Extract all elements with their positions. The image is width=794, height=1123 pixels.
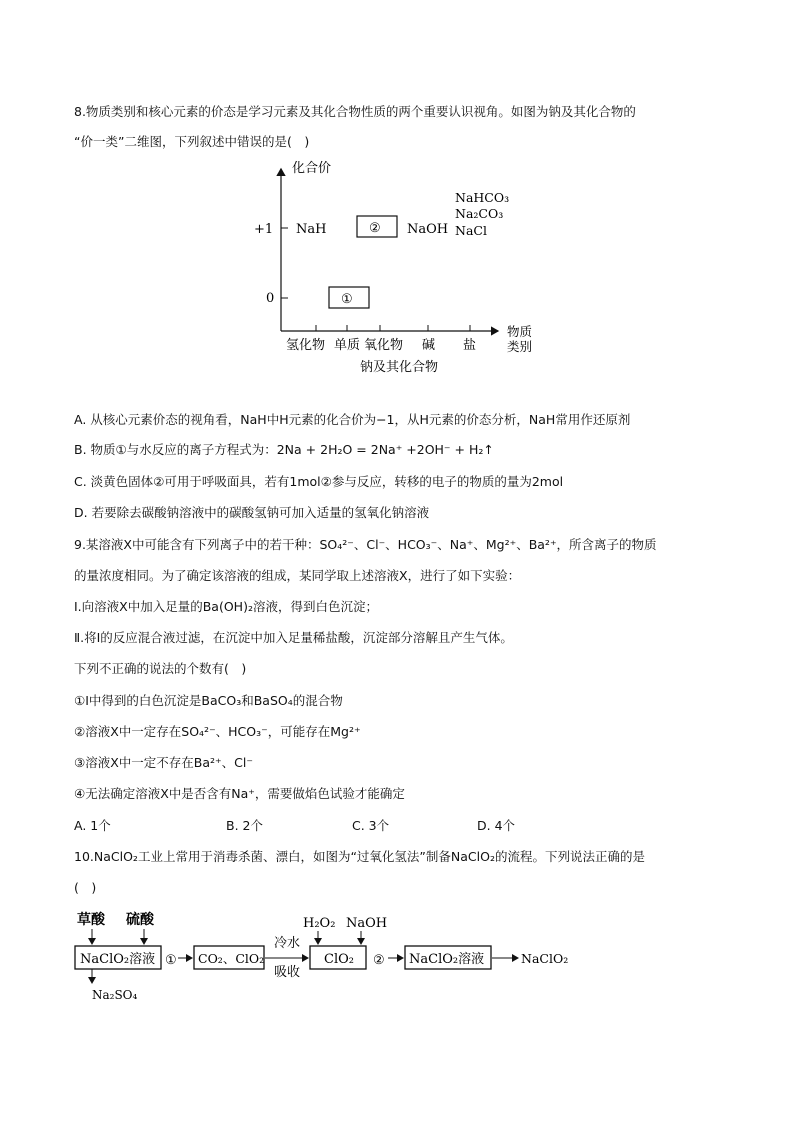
x-cat-hydride: 氢化物 [286, 338, 326, 353]
valence-category-chart [250, 155, 550, 380]
input-h2o2: H₂O₂ [303, 916, 336, 931]
q8-option-c: C. 淡黄色固体②可用于呼吸面具，若有1mol②参与反应，转移的电子的物质的量为2mol [74, 474, 564, 489]
y-axis-title: 化合价 [292, 161, 332, 176]
q8-option-b: B. 物质①与水反应的离子方程式为：2Na + 2H₂O = 2Na⁺ +2OH⁻ + H₂↑ [74, 442, 494, 457]
chart-caption: 钠及其化合物 [360, 360, 439, 375]
x-axis-title-2: 类别 [507, 339, 533, 354]
condition-absorb: 吸收 [274, 965, 301, 980]
step-2-label: ② [373, 953, 385, 968]
q8-stem-line2: “价一类”二维图，下列叙述中错误的是( ) [74, 134, 310, 149]
box-co2-clo2-label: CO₂、ClO₂ [198, 951, 265, 966]
q8-option-a: A. 从核心元素价态的视角看，NaH中H元素的化合价为−1，从H元素的价态分析，NaH常用作还原剂 [74, 412, 631, 427]
q9-stem-line2: 的量浓度相同。为了确定该溶液的组成，某同学取上述溶液X，进行了如下实验： [74, 568, 521, 583]
q9-statement-3: ③溶液X中一定不存在Ba²⁺、Cl⁻ [74, 755, 253, 770]
condition-cold-water: 冷水 [274, 936, 301, 951]
q9-option-b: B. 2个 [226, 818, 263, 833]
q9-prompt: 下列不正确的说法的个数有( ) [74, 661, 247, 676]
label-nahco3: NaHCO₃ [455, 190, 510, 205]
x-cat-element: 单质 [334, 338, 361, 353]
q9-option-d: D. 4个 [477, 818, 516, 833]
x-cat-base: 碱 [422, 338, 436, 353]
label-nah: NaH [296, 222, 327, 237]
q8-stem-line1: 8.物质类别和核心元素的价态是学习元素及其化合物性质的两个重要认识视角。如图为钠及其化合物的 [74, 104, 636, 119]
q9-statement-4: ④无法确定溶液X中是否含有Na⁺，需要做焰色试验才能确定 [74, 786, 405, 801]
output-na2so4: Na₂SO₄ [92, 988, 138, 1002]
input-naoh: NaOH [346, 916, 388, 931]
q9-option-c: C. 3个 [352, 818, 390, 833]
q10-stem-line1: 10.NaClO₂工业上常用于消毒杀菌、漂白，如图为“过氧化氢法”制备NaClO₂的流程。下列说法正确的是 [74, 849, 645, 864]
box-naclo2-solution-end-label: NaClO₂溶液 [409, 952, 485, 967]
x-axis-title-1: 物质 [507, 324, 533, 339]
naclo2-process-flow [74, 907, 584, 1007]
q10-stem-line2: ( ) [74, 880, 97, 895]
q9-statement-2: ②溶液X中一定存在SO₄²⁻、HCO₃⁻，可能存在Mg²⁺ [74, 724, 361, 739]
x-cat-salt: 盐 [463, 338, 477, 353]
box-naclo2-solution-start-label: NaClO₂溶液 [80, 952, 156, 967]
input-sulfuric-acid: 硫酸 [126, 912, 154, 928]
label-nacl: NaCl [455, 223, 487, 238]
box-clo2-label: ClO₂ [324, 952, 354, 967]
q9-step2: Ⅱ.将Ⅰ的反应混合液过滤，在沉淀中加入足量稀盐酸，沉淀部分溶解且产生气体。 [74, 630, 513, 645]
label-na2co3: Na₂CO₃ [455, 206, 504, 221]
step-1-label: ① [165, 953, 177, 968]
y-tick-plus1: +1 [254, 222, 274, 237]
label-naoh: NaOH [407, 222, 449, 237]
q8-option-d: D. 若要除去碳酸钠溶液中的碳酸氢钠可加入适量的氢氧化钠溶液 [74, 505, 430, 520]
input-oxalic-acid: 草酸 [77, 912, 105, 928]
box-2-label: ② [369, 221, 381, 236]
x-cat-oxide: 氧化物 [364, 338, 404, 353]
product-naclo2: NaClO₂ [521, 951, 569, 966]
box-1-label: ① [341, 292, 353, 307]
q9-statement-1: ①Ⅰ中得到的白色沉淀是BaCO₃和BaSO₄的混合物 [74, 693, 343, 708]
q9-stem-line1: 9.某溶液X中可能含有下列离子中的若干种：SO₄²⁻、Cl⁻、HCO₃⁻、Na⁺、Mg²⁺、Ba²⁺，所含离子的物质 [74, 537, 657, 552]
y-tick-0: 0 [266, 291, 275, 306]
q9-option-a: A. 1个 [74, 818, 111, 833]
q9-step1: Ⅰ.向溶液X中加入足量的Ba(OH)₂溶液，得到白色沉淀； [74, 599, 378, 614]
